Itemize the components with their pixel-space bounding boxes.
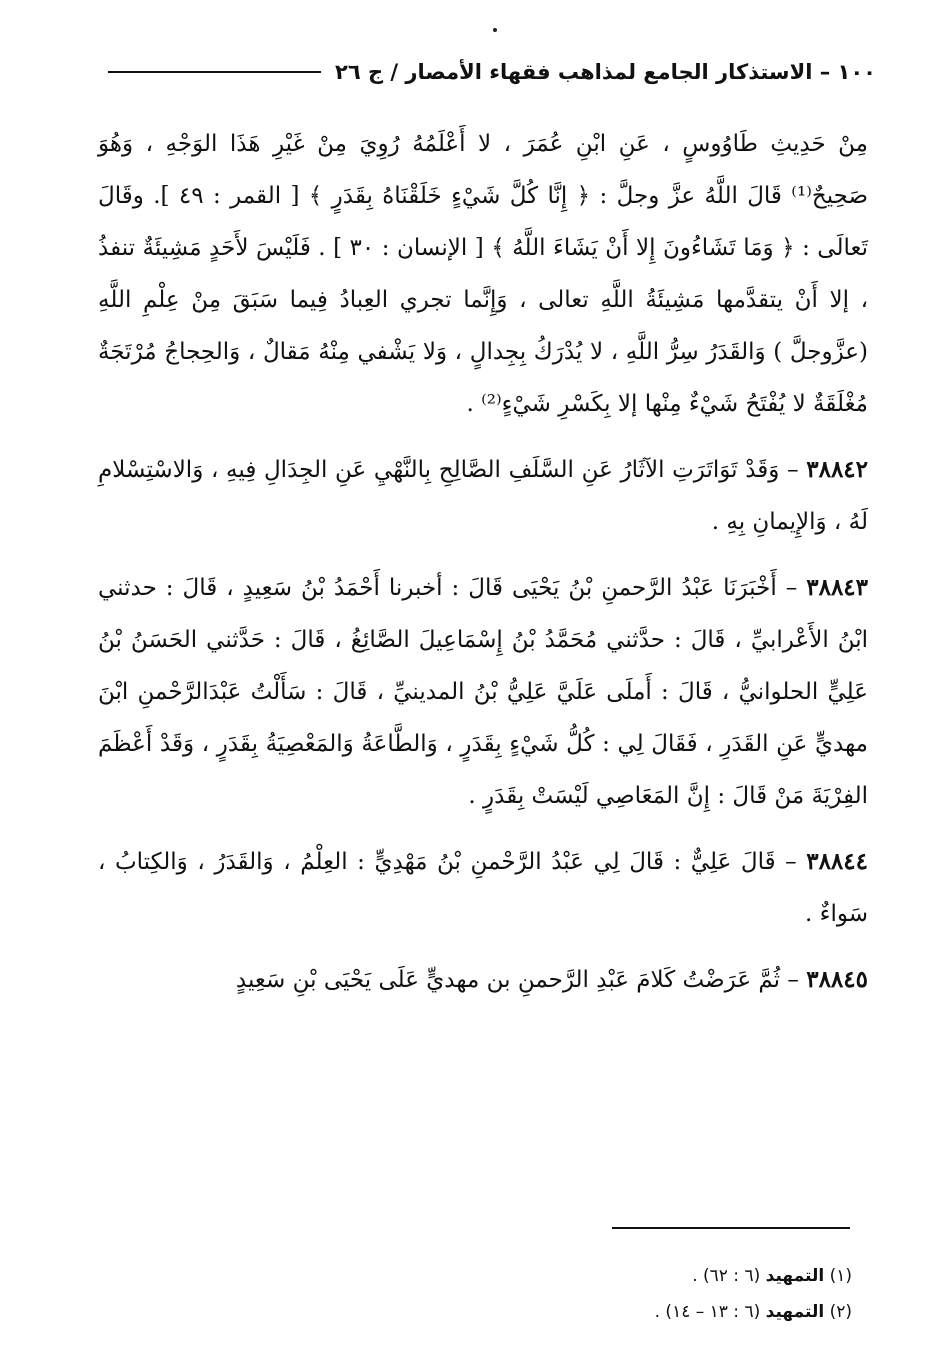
- paragraph-number: ٣٨٨٤٥: [806, 966, 868, 993]
- paragraph-text: قَالَ عَلِيٌّ : قَالَ لِي عَبْدُ الرَّحْمنِ بْنُ مَهْدِيٍّ : العِلْمُ ، وَالقَدَرُ ، وَالكِتابُ ، سَواءٌ .: [98, 849, 868, 927]
- paragraph-text: وَقَدْ تَوَاتَرَتِ الآثَارُ عَنِ السَّلَفِ الصَّالِحِ بِالنَّهْيِ عَنِ الجِدَالِ فِيهِ ، وَالاسْتِسْلامِ لَهُ ، وَالإِيمانِ بِهِ .: [98, 457, 868, 535]
- paragraph: [98, 118, 868, 430]
- page-mark: [493, 28, 497, 32]
- main-text: [98, 118, 868, 1020]
- footnotes: [300, 1258, 852, 1330]
- footnote-ref: (٦ : ٦٢) .: [692, 1266, 761, 1286]
- running-header: [108, 52, 876, 92]
- footnote-source: التمهيد: [765, 1302, 825, 1322]
- footnote-marker: (١): [829, 1266, 852, 1286]
- paragraph: ٣٨٨٤٥ – ثُمَّ عَرَضْتُ كَلامَ عَبْدِ الرَّحمنِ بن مهديٍّ عَلَى يَحْيَى بْنِ سَعِيدٍ: [235, 966, 868, 993]
- footnote-marker: (٢): [829, 1302, 852, 1322]
- paragraph: ٣٨٨٤٢ – وَقَدْ تَوَاتَرَتِ الآثَارُ عَنِ السَّلَفِ الصَّالِحِ بِالنَّهْيِ عَنِ الجِدَالِ فِيهِ ، وَالاسْتِسْلامِ لَهُ ، وَالإِيمانِ بِهِ .: [98, 456, 869, 535]
- paragraph: ٣٨٨٤٣ – أَخْبَرَنَا عَبْدُ الرَّحمنِ بْنُ يَحْيَى قَالَ : أخبرنا أَحْمَدُ بْنُ سَعِيدٍ ، قَالَ : حدثني ابْنُ الأَعْرابيِّ ، قَالَ : حدَّثني مُحَمَّدُ بْنُ إِسْمَاعِيلَ الصَّائِغُ ، قَالَ : حَدَّثني الحَسَنُ بْنُ عَلِيٍّ الحلوانيُّ ، قَالَ : أَملَى عَلَيَّ عَلِيُّ بْنُ المدينيِّ ، قَالَ : سَأَلْتُ عَبْدَالرَّحْمنِ ابْنَ مهديٍّ عَنِ القَدَرِ ، فَقَالَ لِي : كُلُّ شَيْءٍ بِقَدَرٍ ، وَالطَّاعَةُ وَالمَعْصِيَةُ بِقَدَرٍ ، وَقَدْ أَعْظَمَ الفِرْيَةَ مَنْ قَالَ : إِنَّ المَعَاصِي لَيْسَتْ بِقَدَرٍ .: [98, 574, 869, 809]
- paragraph: ٣٨٨٤٤ – قَالَ عَلِيٌّ : قَالَ لِي عَبْدُ الرَّحْمنِ بْنُ مَهْدِيٍّ : العِلْمُ ، وَالقَدَرُ ، وَالكِتابُ ، سَواءٌ .: [98, 848, 868, 927]
- paragraph-text: أَخْبَرَنَا عَبْدُ الرَّحمنِ بْنُ يَحْيَى قَالَ : أخبرنا أَحْمَدُ بْنُ سَعِيدٍ ، قَالَ : حدثني ابْنُ الأَعْرابيِّ ، قَالَ : حدَّثني مُحَمَّدُ بْنُ إِسْمَاعِيلَ الصَّائِغُ ، قَالَ : حَدَّثني الحَسَنُ بْنُ عَلِيٍّ الحلوانيُّ ، قَالَ : أَملَى عَلَيَّ عَلِيُّ بْنُ المدينيِّ ، قَالَ : سَأَلْتُ عَبْدَالرَّحْمنِ ابْنَ مهديٍّ عَنِ القَدَرِ ، فَقَالَ لِي : كُلُّ شَيْءٍ بِقَدَرٍ ، وَالطَّاعَةُ وَالمَعْصِيَةُ بِقَدَرٍ ، وَقَدْ أَعْظَمَ الفِرْيَةَ مَنْ قَالَ : إِنَّ المَعَاصِي لَيْسَتْ بِقَدَرٍ .: [98, 575, 868, 809]
- paragraph-number: ٣٨٨٤٣: [806, 574, 869, 601]
- footnote-item: [300, 1294, 852, 1330]
- paragraph-number: ٣٨٨٤٤: [806, 848, 868, 875]
- header-title: ١٠٠ – الاستذكار الجامع لمذاهب فقهاء الأمصار / ج ٢٦: [335, 60, 876, 84]
- footnote-ref: (٦ : ١٣ – ١٤) .: [654, 1302, 761, 1322]
- header-rule: [108, 71, 321, 73]
- footnote-item: [300, 1258, 852, 1294]
- footnote-source: التمهيد: [765, 1266, 825, 1286]
- paragraph-number: ٣٨٨٤٢: [806, 456, 869, 483]
- paragraph-text: ثُمَّ عَرَضْتُ كَلامَ عَبْدِ الرَّحمنِ بن مهديٍّ عَلَى يَحْيَى بْنِ سَعِيدٍ: [235, 967, 781, 993]
- paragraph-text: مِنْ حَدِيثِ طَاوُوسٍ ، عَنِ ابْنِ عُمَرَ ، لا أَعْلَمُهُ رُوِيَ مِنْ غَيْرِ هَذَا الوَجْهِ ، وَهُوَ صَحِيحٌ⁽¹⁾ قَالَ اللَّهُ عزَّ وجلَّ : ﴿ إِنَّا كُلَّ شَيْءٍ خَلَقْنَاهُ بِقَدَرٍ ﴾ [ القمر : ٤٩ ]. وقَالَ تَعالَى : ﴿ وَمَا تَشَاءُونَ إِلا أَنْ يَشَاءَ اللَّهُ ﴾ [ الإنسان : ٣٠ ] . فَلَيْسَ لأَحَدٍ مَشِيئَةٌ تنفذُ ، إلا أَنْ يتقدَّمها مَشِيئَةُ اللَّهِ تعالى ، وَإِنَّما تجري العِبادُ فِيما سَبَقَ مِنْ عِلْمِ اللَّهِ (عزَّوجلَّ ) وَالقَدَرُ سِرُّ اللَّهِ ، لا يُدْرَكُ بِجِدالٍ ، وَلا يَشْفي مِنْهُ مَقالٌ ، وَالحِجاجُ مُرْتَجَةٌ مُغْلَقَةٌ لا يُفْتَحُ شَيْءٌ مِنْها إلا بِكَسْرِ شَيْءٍ⁽²⁾ .: [98, 131, 869, 417]
- footnote-divider: [612, 1227, 850, 1229]
